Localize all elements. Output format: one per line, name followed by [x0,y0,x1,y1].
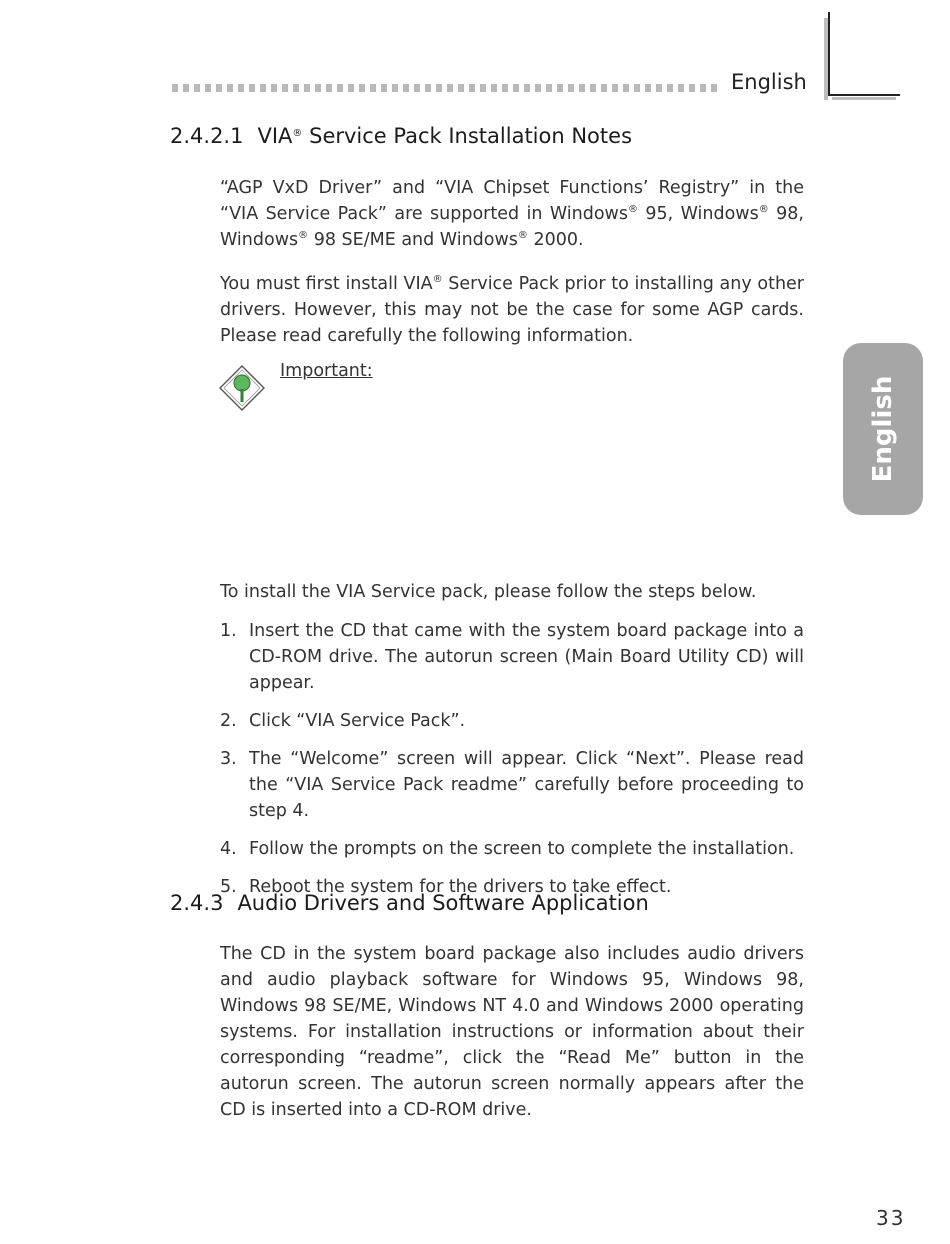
step-number: 3. [220,749,237,769]
list-item [220,708,804,734]
header-language-label: English [731,70,807,94]
section-heading-audio-drivers [170,891,649,915]
step-number: 4. [220,839,237,859]
registered-mark: ® [627,204,638,215]
installation-steps-list [220,618,804,912]
registered-mark: ® [432,274,443,285]
list-item [220,746,804,824]
pushpin-note-icon [218,364,266,412]
paragraph-supported-os [220,175,804,253]
corner-mark-horizontal [828,94,900,96]
corner-mark-shadow-horizontal [832,97,896,100]
corner-mark-vertical [828,12,830,96]
registered-mark: ® [298,230,309,241]
step-text: Click “VIA Service Pack”. [249,711,466,731]
step-number: 1. [220,621,237,641]
registered-mark: ® [517,230,528,241]
section-heading-via-service-pack [170,124,632,148]
step-text: Insert the CD that came with the system board package into a CD-ROM drive. The autorun screen (Main Board Utility CD) will appear. [249,621,804,693]
paragraph-audio-drivers: The CD in the system board package also includes audio drivers and audio playback software for Windows 95, Windows 98, Windows 98 SE/ME, Windows NT 4.0 and Windows 2000 operating systems. For installation instructions or information about their corresponding “readme”, click the “Read Me” button in the autorun screen. The autorun screen normally appears after the CD is inserted into a CD-ROM drive. [220,944,804,1120]
side-language-tab [843,343,923,515]
registered-mark: ® [758,204,769,215]
step-text: Follow the prompts on the screen to complete the installation. [249,839,795,859]
registered-mark: ® [292,128,303,139]
side-tab-label: English [868,375,898,483]
text-run: “AGP VxD Driver” and “VIA Chipset Functions’ Registry” in the “VIA Service Pack” are supported in Windows [220,178,804,224]
text-run: 2000. [533,230,584,250]
text-run: 95, Windows [645,204,759,224]
text-run: 98 SE/ME and Windows [313,230,518,250]
text-run: 98, Windows [220,204,804,250]
list-item [220,836,804,862]
header-dotted-rule [172,84,717,92]
list-item [220,618,804,696]
important-label: Important: [280,361,373,381]
section-number: 2.4.3 [170,891,224,915]
step-text: Reboot the system for the drivers to take effect. [249,877,672,897]
section-title: Audio Drivers and Software Application [237,891,649,915]
section-title-suffix: Service Pack Installation Notes [309,124,633,148]
section-number: 2.4.2.1 [170,124,244,148]
text-run: You must first install VIA [220,274,433,294]
paragraph-install-first [220,271,804,349]
steps-intro: To install the VIA Service pack, please follow the steps below. [220,582,757,602]
section-title-prefix: VIA [257,124,293,148]
step-number: 2. [220,711,237,731]
step-number: 5. [220,877,237,897]
step-text: The “Welcome” screen will appear. Click “Next”. Please read the “VIA Service Pack readme” carefully before proceeding to step 4. [249,749,804,821]
page-number: 33 [876,1206,906,1230]
text-run: Service Pack prior to installing any other drivers. However, this may not be the case for some AGP cards. Please read carefully the following information. [220,274,804,346]
